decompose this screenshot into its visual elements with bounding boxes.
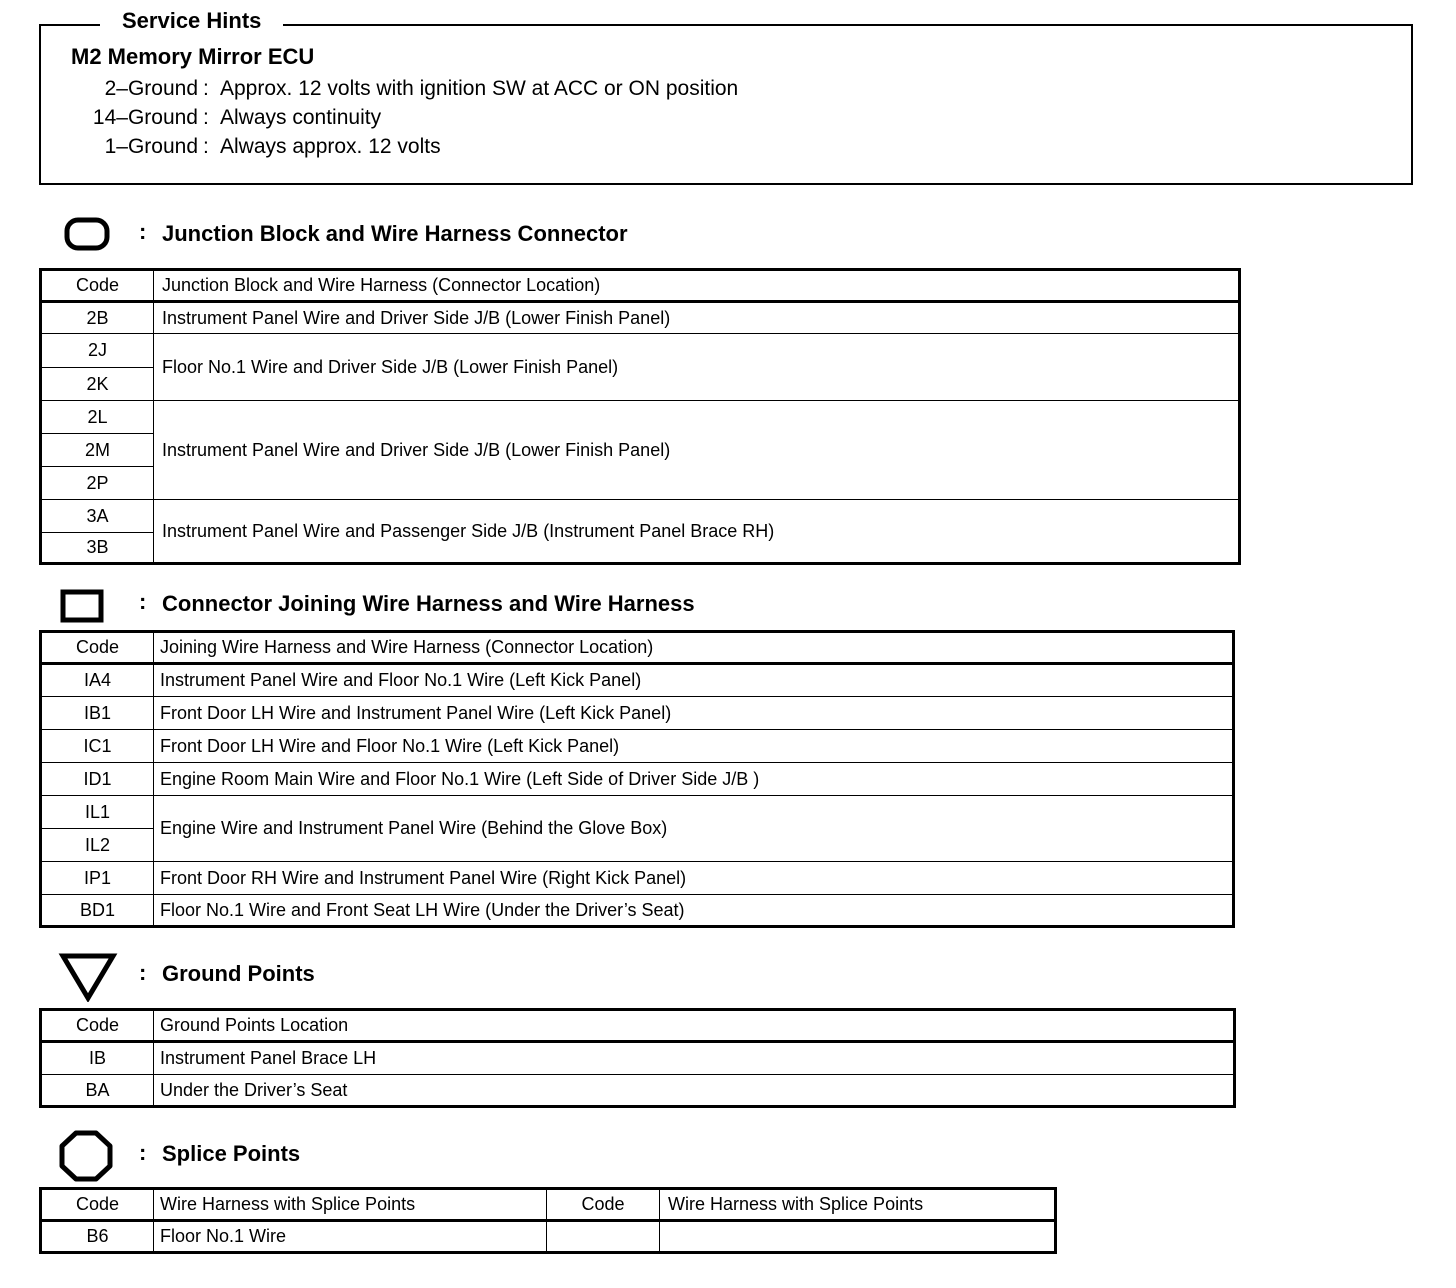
code-cell: 2K [41, 368, 154, 401]
table-row [41, 334, 1240, 368]
desc-cell: Engine Room Main Wire and Floor No.1 Wire (Left Side of Driver Side J/B ) [154, 763, 1234, 796]
octagon-icon [58, 1130, 114, 1182]
code-cell: 2L [41, 401, 154, 434]
hint-value: Always approx. 12 volts [220, 135, 441, 158]
connector-table [39, 630, 1235, 928]
table-row [41, 763, 1234, 796]
code-cell: IB [41, 1042, 154, 1075]
desc-cell: Front Door LH Wire and Floor No.1 Wire (Left Kick Panel) [154, 730, 1234, 763]
header-code: Code [41, 632, 154, 664]
table-header-row [41, 1189, 1056, 1221]
header-code: Code [41, 1189, 154, 1221]
table-header-row [41, 270, 1240, 302]
connector-heading: Connector Joining Wire Harness and Wire Harness [162, 591, 695, 616]
header-desc: Junction Block and Wire Harness (Connector Location) [154, 270, 1240, 302]
hint-colon: : [203, 77, 209, 100]
ground-table [39, 1008, 1236, 1108]
code-cell: IL2 [41, 829, 154, 862]
section-colon: : [139, 960, 147, 985]
desc-cell: Instrument Panel Brace LH [154, 1042, 1235, 1075]
desc-cell: Front Door LH Wire and Instrument Panel Wire (Left Kick Panel) [154, 697, 1234, 730]
hint-colon: : [203, 106, 209, 129]
code-cell: 3A [41, 500, 154, 533]
table-header-row [41, 1010, 1235, 1042]
splice-table [39, 1187, 1057, 1254]
table-row [41, 796, 1234, 829]
desc-cell: Instrument Panel Wire and Driver Side J/B (Lower Finish Panel) [154, 401, 1240, 500]
header-desc: Wire Harness with Splice Points [154, 1189, 547, 1221]
desc-cell: Floor No.1 Wire and Driver Side J/B (Lower Finish Panel) [154, 334, 1240, 401]
table-row [41, 862, 1234, 895]
table-row [41, 401, 1240, 434]
junction-heading: Junction Block and Wire Harness Connector [162, 221, 628, 246]
square-icon [60, 588, 106, 624]
code-cell: BA [41, 1075, 154, 1107]
code-cell: 3B [41, 533, 154, 564]
table-row [41, 664, 1234, 697]
code-cell: IC1 [41, 730, 154, 763]
table-row [41, 895, 1234, 927]
hint-value: Approx. 12 volts with ignition SW at ACC or ON position [220, 77, 739, 100]
section-colon: : [139, 1140, 147, 1165]
code-cell: IL1 [41, 796, 154, 829]
hint-row [58, 77, 958, 103]
table-row [41, 302, 1240, 334]
junction-table [39, 268, 1241, 565]
desc-cell: Front Door RH Wire and Instrument Panel Wire (Right Kick Panel) [154, 862, 1234, 895]
hint-row [58, 106, 958, 132]
triangle-down-icon [58, 952, 118, 1002]
desc-cell: Floor No.1 Wire and Front Seat LH Wire (Under the Driver’s Seat) [154, 895, 1234, 927]
hint-key: 2–Ground [104, 77, 198, 100]
desc-cell: Instrument Panel Wire and Driver Side J/B (Lower Finish Panel) [154, 302, 1240, 334]
table-row [41, 730, 1234, 763]
ground-heading: Ground Points [162, 961, 315, 986]
rounded-rectangle-icon [64, 216, 110, 252]
code-cell: 2M [41, 434, 154, 467]
service-hints-title: Service Hints [100, 8, 283, 34]
header-desc: Ground Points Location [154, 1010, 1235, 1042]
code-cell: 2P [41, 467, 154, 500]
header-code: Code [41, 270, 154, 302]
hint-key: 1–Ground [104, 135, 198, 158]
desc-cell: Instrument Panel Wire and Floor No.1 Wire (Left Kick Panel) [154, 664, 1234, 697]
code-cell: BD1 [41, 895, 154, 927]
desc-cell: Floor No.1 Wire [154, 1221, 547, 1253]
table-header-row [41, 632, 1234, 664]
desc-cell: Engine Wire and Instrument Panel Wire (Behind the Glove Box) [154, 796, 1234, 862]
desc-cell [660, 1221, 1056, 1253]
section-colon: : [139, 589, 147, 614]
ecu-title: M2 Memory Mirror ECU [71, 44, 315, 69]
section-colon: : [139, 219, 147, 244]
hint-row [58, 135, 958, 161]
table-row [41, 697, 1234, 730]
header-desc: Joining Wire Harness and Wire Harness (Connector Location) [154, 632, 1234, 664]
code-cell: ID1 [41, 763, 154, 796]
header-code: Code [547, 1189, 660, 1221]
hint-colon: : [203, 135, 209, 158]
header-code: Code [41, 1010, 154, 1042]
splice-heading: Splice Points [162, 1141, 301, 1166]
header-desc: Wire Harness with Splice Points [660, 1189, 1056, 1221]
table-row [41, 1075, 1235, 1107]
table-row [41, 500, 1240, 533]
code-cell: IB1 [41, 697, 154, 730]
code-cell: 2J [41, 334, 154, 368]
code-cell [547, 1221, 660, 1253]
hint-key: 14–Ground [92, 106, 198, 129]
code-cell: 2B [41, 302, 154, 334]
code-cell: IA4 [41, 664, 154, 697]
code-cell: B6 [41, 1221, 154, 1253]
hint-value: Always continuity [220, 106, 382, 129]
desc-cell: Instrument Panel Wire and Passenger Side J/B (Instrument Panel Brace RH) [154, 500, 1240, 564]
table-row [41, 1221, 1056, 1253]
code-cell: IP1 [41, 862, 154, 895]
desc-cell: Under the Driver’s Seat [154, 1075, 1235, 1107]
table-row [41, 1042, 1235, 1075]
